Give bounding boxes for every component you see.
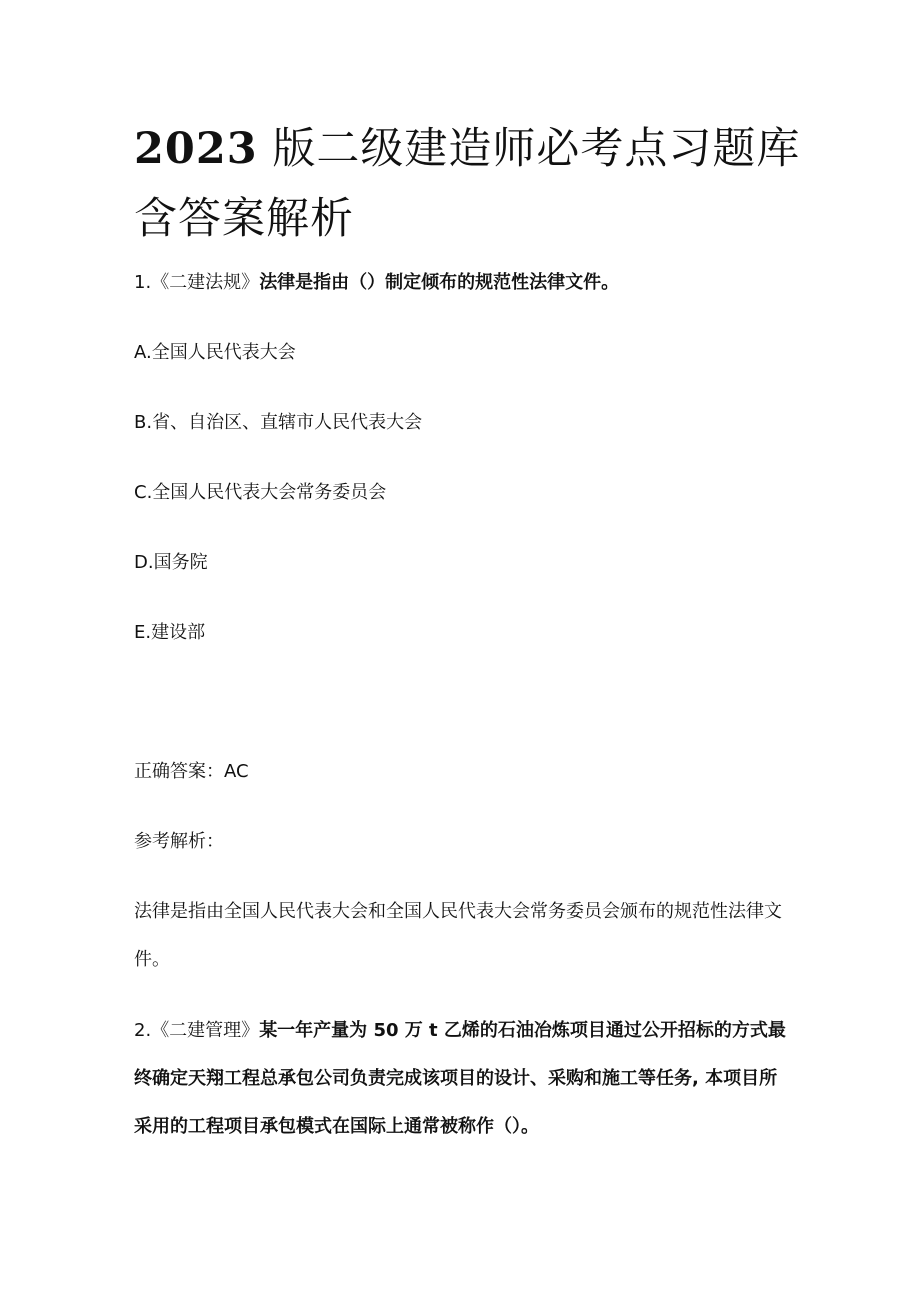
answer-label: 正确答案： bbox=[134, 761, 224, 782]
question-2-tag: 《二建管理》 bbox=[151, 1020, 260, 1041]
question-1-option-b: B.省、自治区、直辖市人民代表大会 bbox=[134, 412, 423, 433]
question-1-answer bbox=[134, 760, 794, 784]
document-title bbox=[134, 114, 814, 254]
question-1-number: 1. bbox=[134, 272, 152, 293]
answer-value: AC bbox=[224, 761, 249, 782]
question-1-text: 法律是指由（）制定倾布的规范性法律文件。 bbox=[259, 272, 620, 293]
question-1-tag: 《二建法规》 bbox=[151, 272, 260, 293]
question-2-stem bbox=[134, 1007, 794, 1151]
question-1-option-a: A.全国人民代表大会 bbox=[134, 342, 296, 363]
title-year: 2023 bbox=[134, 124, 258, 174]
question-1-option-d: D.国务院 bbox=[134, 552, 208, 573]
question-1-stem bbox=[134, 271, 794, 295]
question-1-option-e: E.建设部 bbox=[134, 622, 206, 643]
question-2-text: 某一年产量为 50 万 t 乙烯的石油冶炼项目通过公开招标的方式最终确定天翔工程总承包公司负责完成该项目的设计、采购和施工等任务, 本项目所采用的工程项目承包模式在国际上通常被称作（）。 bbox=[134, 1020, 786, 1137]
question-1-analysis-label: 参考解析： bbox=[134, 831, 224, 852]
question-1-analysis: 法律是指由全国人民代表大会和全国人民代表大会常务委员会颁布的规范性法律文件。 bbox=[134, 901, 782, 970]
title-text: 版二级建造师必考点习题库含答案解析 bbox=[134, 124, 801, 244]
question-1-option-c: C.全国人民代表大会常务委员会 bbox=[134, 482, 387, 503]
question-2-number: 2. bbox=[134, 1020, 152, 1041]
